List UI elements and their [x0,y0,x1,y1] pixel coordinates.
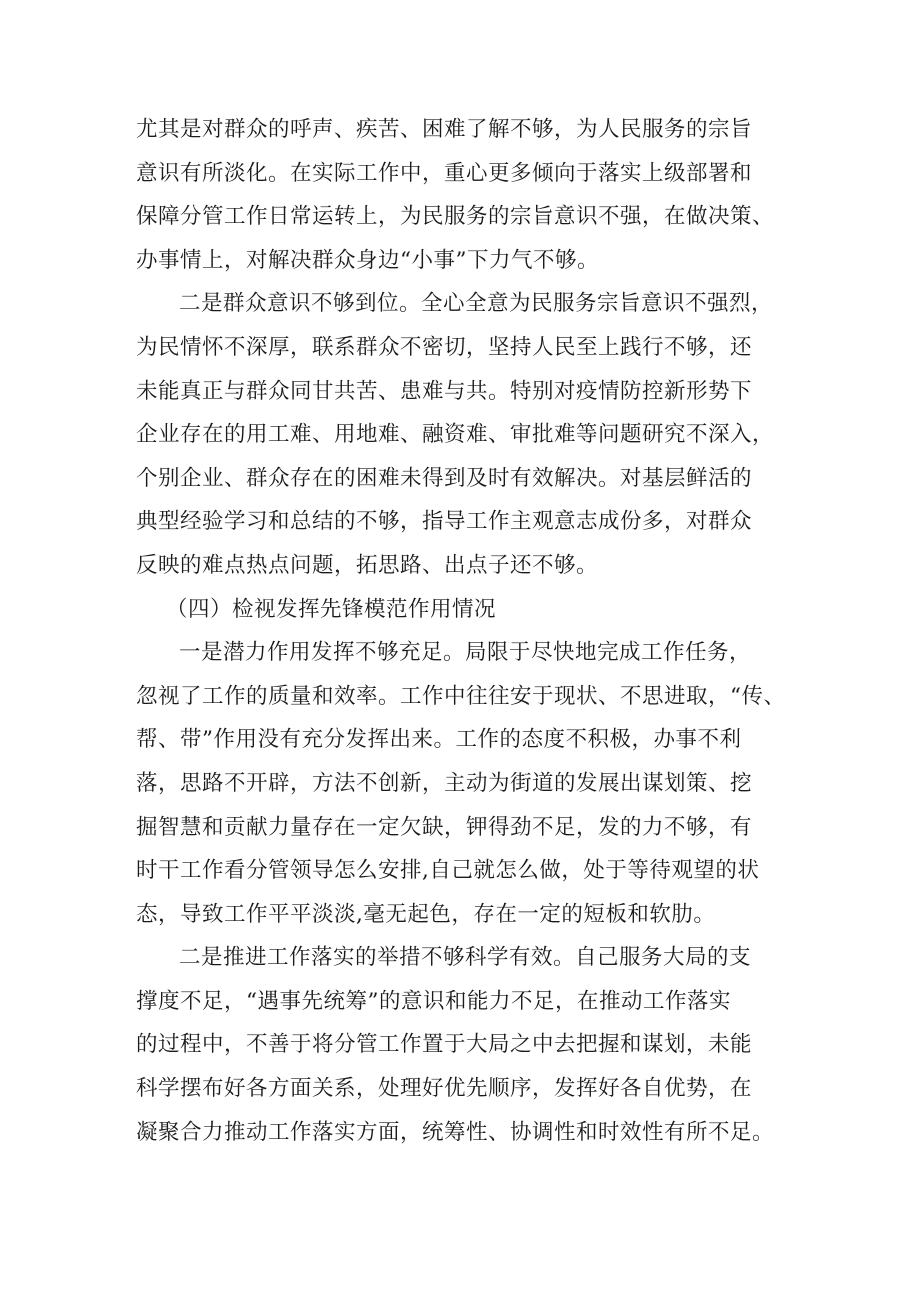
document-page [136,108,796,1154]
paragraph-start-line: 二是推进工作落实的举措不够科学有效。自己服务大局的支 [179,945,752,971]
text-line: 忽视了工作的质量和效率。工作中往往安于现状、不思进取，“传、 [136,683,786,709]
text-line: 落，思路不开辟，方法不创新，主动为街道的发展出谋划策、挖 [136,770,753,796]
text-line: 企业存在的用工难、用地难、融资难、审批难等问题研究不深入， [136,422,775,448]
section-heading: （四）检视发挥先锋模范作用情况 [166,596,497,622]
text-line: 意识有所淡化。在实际工作中，重心更多倾向于落实上级部署和 [136,160,753,186]
text-line: 未能真正与群众同甘共苦、患难与共。特别对疫情防控新形势下 [136,378,753,404]
text-line: 科学摆布好各方面关系，处理好优先顺序，发挥好各自优势，在 [136,1076,753,1102]
text-line: 个别企业、群众存在的困难未得到及时有效解决。对基层鲜活的 [136,465,753,491]
text-line: 保障分管工作日常运转上，为民服务的宗旨意识不强，在做决策、 [136,204,775,230]
text-line: 掘智慧和贡献力量存在一定欠缺，钾得劲不足，发的力不够，有 [136,814,753,840]
text-line: 的过程中，不善于将分管工作置于大局之中去把握和谋划，未能 [136,1032,753,1058]
text-line: 帮、带”作用没有充分发挥出来。工作的态度不积极，办事不利 [136,727,742,753]
text-line: 办事情上，对解决群众身边“小事”下力气不够。 [136,247,599,273]
text-line: 凝聚合力推动工作落实方面，统筹性、协调性和时效性有所不足。 [136,1119,775,1145]
paragraph-start-line: 一是潜力作用发挥不够充足。局限于尽快地完成工作任务， [179,640,752,666]
text-line: 态，导致工作平平淡淡,毫无起色，存在一定的短板和软肋。 [136,901,716,927]
text-line: 撑度不足，“遇事先统筹”的意识和能力不足，在推动工作落实 [136,988,731,1014]
text-line: 典型经验学习和总结的不够，指导工作主观意志成份多，对群众 [136,509,753,535]
text-line: 尤其是对群众的呼声、疾苦、困难了解不够，为人民服务的宗旨 [136,117,753,142]
text-line: 反映的难点热点问题，拓思路、出点子还不够。 [136,552,599,578]
text-line: 为民情怀不深厚，联系群众不密切，坚持人民至上践行不够，还 [136,334,753,360]
paragraph-start-line: 二是群众意识不够到位。全心全意为民服务宗旨意识不强烈， [179,291,774,317]
text-line: 时干工作看分管领导怎么安排,自己就怎么做，处于等待观望的状 [136,858,760,884]
